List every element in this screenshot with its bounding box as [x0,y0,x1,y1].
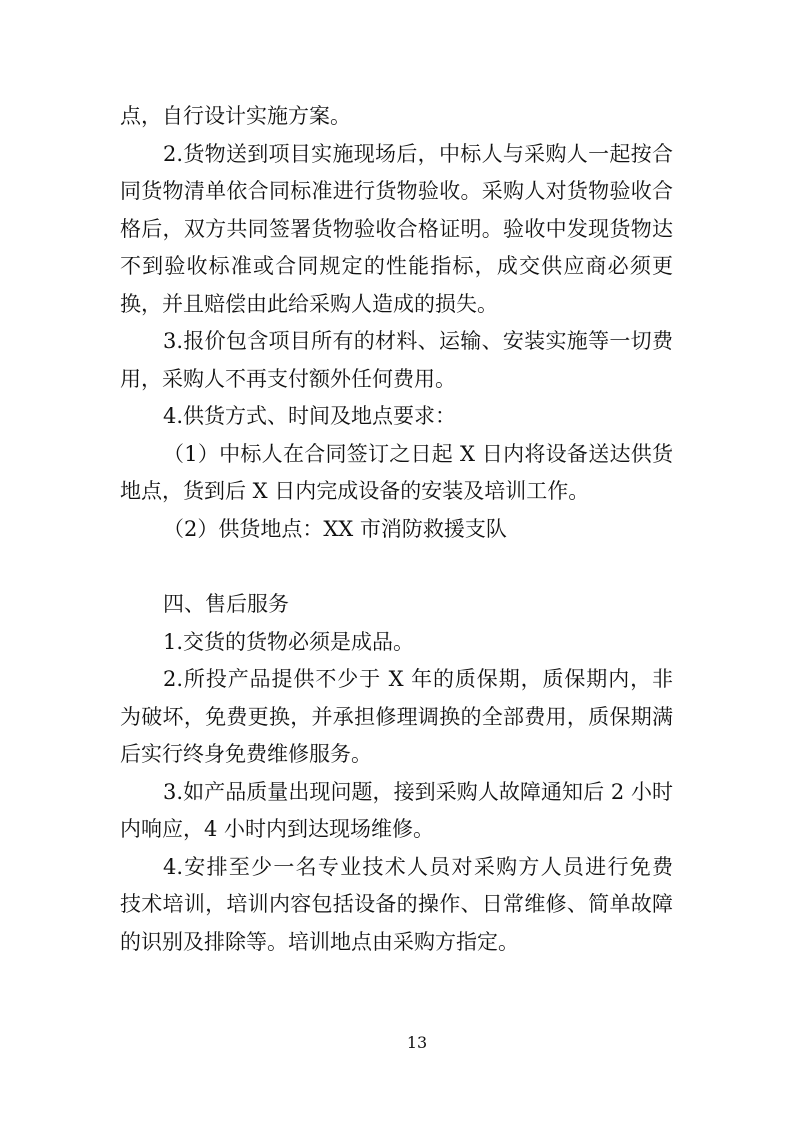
blank-line [120,549,673,587]
delivery-item-3-paragraph [120,323,673,398]
section-heading: 四、售后服务 [163,592,289,617]
paragraph-line: 2.所投产品提供不少于 X 年的质保期，质保期内，非 [163,667,673,692]
paragraph-line: 3.如产品质量出现问题，接到采购人故障通知后 2 小时 [163,779,673,804]
delivery-item-2-paragraph [120,136,673,324]
paragraph-line: 后实行终身免费维修服务。 [120,742,372,767]
paragraph-line: 用，采购人不再支付额外任何费用。 [120,366,456,391]
after-sales-item-3-paragraph [120,774,673,849]
paragraph-line: （2）供货地点：XX 市消防救援支队 [163,517,507,542]
paragraph-line: 格后，双方共同签署货物验收合格证明。验收中发现货物达 [120,216,673,241]
paragraph-line: 不到验收标准或合同规定的性能指标，成交供应商必须更 [120,254,673,279]
paragraph-line: 3.报价包含项目所有的材料、运输、安装实施等一切费 [163,329,673,354]
paragraph-line: 2.货物送到项目实施现场后，中标人与采购人一起按合 [163,141,673,166]
delivery-section [120,98,673,549]
paragraph-line: 地点，货到后 X 日内完成设备的安装及培训工作。 [120,479,590,504]
page-number: 13 [406,1033,428,1052]
paragraph-line: （1）中标人在合同签订之日起 X 日内将设备送达供货 [163,441,673,466]
paragraph-line: 的识别及排除等。培训地点由采购方指定。 [120,930,519,955]
after-sales-item-2-paragraph [120,661,673,774]
paragraph-continuation-line: 点，自行设计实施方案。 [120,104,351,128]
delivery-item-4-paragraph [120,398,673,548]
body-text [120,98,673,962]
after-sales-item-4-paragraph [120,849,673,962]
paragraph-line: 内响应，4 小时内到达现场维修。 [120,817,435,842]
paragraph-line: 换，并且赔偿由此给采购人造成的损失。 [120,291,498,316]
paragraph-line: 1.交货的货物必须是成品。 [163,629,415,654]
paragraph-line: 4.安排至少一名专业技术人员对采购方人员进行免费 [163,854,673,879]
paragraph-line: 为破坏，免费更换，并承担修理调换的全部费用，质保期满 [120,704,673,729]
after-sales-section [120,586,673,961]
paragraph-line: 技术培训，培训内容包括设备的操作、日常维修、简单故障 [120,892,673,917]
paragraph-heading-line: 4.供货方式、时间及地点要求： [163,404,457,429]
paragraph-line: 同货物清单依合同标准进行货物验收。采购人对货物验收合 [120,179,673,204]
